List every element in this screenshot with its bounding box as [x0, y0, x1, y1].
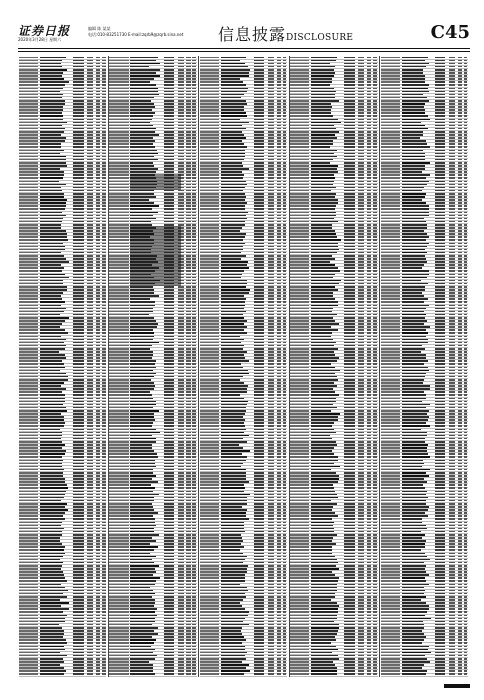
section-title-en: DISCLOSURE: [286, 33, 354, 43]
column-divider: [198, 56, 199, 677]
header-rule: [18, 48, 470, 49]
newspaper-logo: 证券日报: [18, 24, 71, 38]
table-column: [109, 56, 196, 677]
section-title: [218, 22, 353, 45]
editor-line: 编辑 陈 某某: [88, 26, 111, 31]
merged-cell-block: [130, 226, 181, 286]
table-column: [19, 56, 106, 677]
table-row: [200, 673, 287, 676]
section-title-zh: 信息披露: [218, 25, 287, 44]
table-column: [290, 56, 377, 677]
column-divider: [108, 56, 109, 677]
editor-info: [88, 26, 183, 38]
page-number: C45: [430, 22, 470, 43]
issue-date: 2020年3月28日 星期六: [18, 37, 62, 42]
merged-cell-block: [130, 174, 181, 190]
table-row: [19, 673, 106, 676]
contact-line: 电话:010-83251730 E-mail:zqrb9@zqrb.sina.net: [88, 32, 184, 37]
table-row: [109, 673, 196, 676]
disclosure-table: [18, 56, 470, 677]
table-column: [200, 56, 287, 677]
header-rule-thin: [18, 51, 470, 52]
masthead: [18, 22, 470, 48]
